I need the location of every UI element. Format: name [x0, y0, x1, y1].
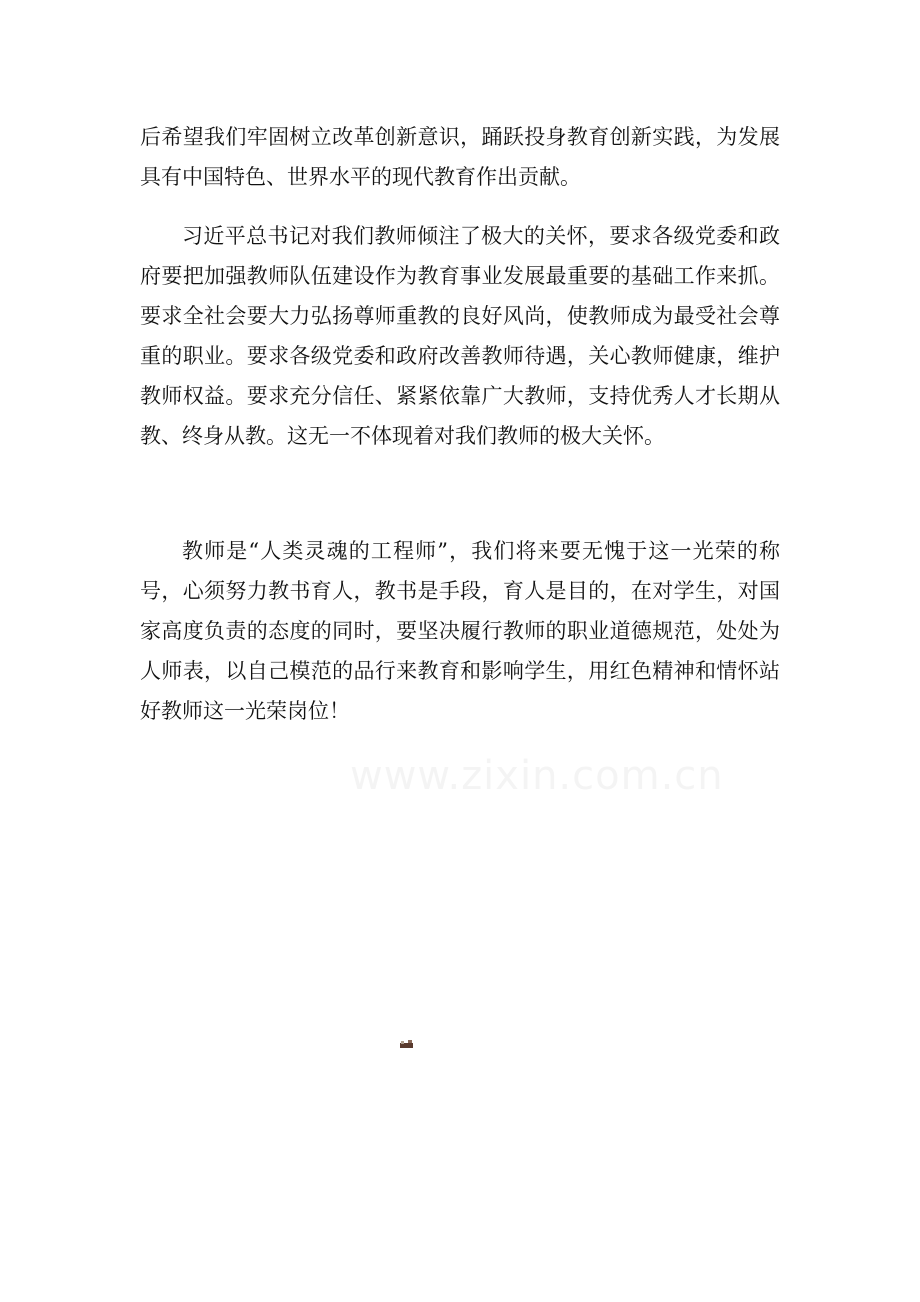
- paragraph-3-line-2: 号，心须努力教书育人，教书是手段，育人是目的，在对学生，对国: [140, 579, 780, 603]
- watermark: www.zixin.com.cn: [350, 753, 724, 799]
- paragraph-2-line-1: 习近平总书记对我们教师倾注了极大的关怀，要求各级党委和政: [182, 224, 780, 248]
- paragraph-1: [140, 117, 780, 197]
- image-placeholder-icon: [400, 1040, 413, 1048]
- paragraph-2: [140, 216, 780, 456]
- paragraph-3-line-5: 好教师这一光荣岗位！: [140, 699, 350, 723]
- paragraph-1-line-1: 后希望我们牢固树立改革创新意识，踊跃投身教育创新实践，为发展: [140, 125, 780, 149]
- paragraph-3: [140, 531, 780, 731]
- paragraph-3-line-4: 人师表，以自己模范的品行来教育和影响学生，用红色精神和情怀站: [140, 659, 780, 683]
- paragraph-2-line-2: 府要把加强教师队伍建设作为教育事业发展最重要的基础工作来抓。: [140, 264, 780, 288]
- paragraph-3-line-3: 家高度负责的态度的同时，要坚决履行教师的职业道德规范，处处为: [140, 619, 780, 643]
- paragraph-2-line-6: 教、终身从教。这无一不体现着对我们教师的极大关怀。: [140, 424, 665, 448]
- paragraph-2-line-4: 重的职业。要求各级党委和政府改善教师待遇，关心教师健康，维护: [140, 344, 780, 368]
- paragraph-1-line-2: 具有中国特色、世界水平的现代教育作出贡献。: [140, 165, 581, 189]
- paragraph-2-line-3: 要求全社会要大力弘扬尊师重教的良好风尚，使教师成为最受社会尊: [140, 304, 780, 328]
- paragraph-3-line-1: 教师是“人类灵魂的工程师”，我们将来要无愧于这一光荣的称: [182, 539, 780, 563]
- paragraph-2-line-5: 教师权益。要求充分信任、紧紧依靠广大教师，支持优秀人才长期从: [140, 384, 780, 408]
